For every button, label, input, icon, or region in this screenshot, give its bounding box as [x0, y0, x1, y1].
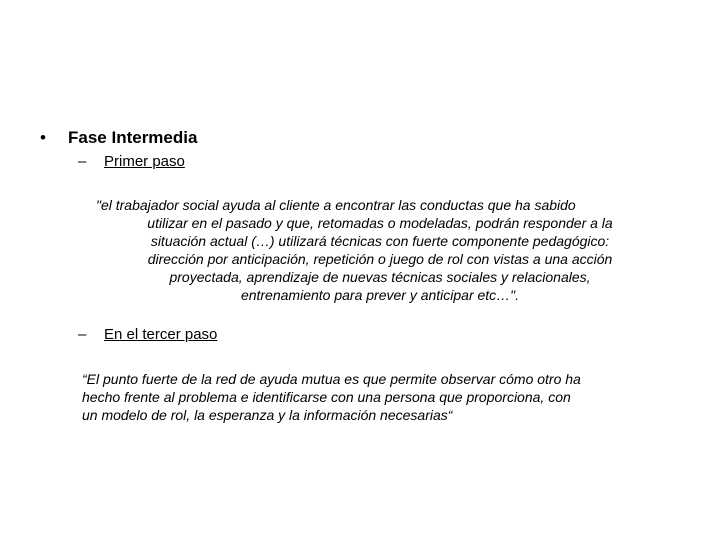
- quote-line: “El punto fuerte de la red de ayuda mutua es que permite observar cómo otro ha: [82, 371, 581, 387]
- dash-icon: –: [78, 153, 87, 170]
- dash-icon: –: [78, 326, 87, 343]
- quote-line: un modelo de rol, la esperanza y la información necesarias“: [82, 407, 453, 423]
- quote-line: proyectada, aprendizaje de nuevas técnicas sociales y relacionales,: [169, 269, 591, 285]
- quote-line: hecho frente al problema e identificarse con una persona que proporciona, con: [82, 389, 571, 405]
- sub-bullet-label: Primer paso: [104, 153, 185, 170]
- sub-bullet-third-step: [78, 326, 217, 343]
- quote-third-step: [82, 370, 682, 424]
- bullet-icon: •: [40, 128, 46, 147]
- quote-line: "el trabajador social ayuda al cliente a encontrar las conductas que ha sabido: [96, 197, 576, 213]
- bullet-heading: [40, 128, 197, 148]
- quote-line: dirección por anticipación, repetición o juego de rol con vistas a una acción: [147, 251, 613, 267]
- quote-line: situación actual (…) utilizará técnicas con fuerte componente pedagógico:: [150, 233, 610, 249]
- heading-text: Fase Intermedia: [68, 128, 198, 147]
- sub-bullet-first-step: [78, 153, 185, 170]
- sub-bullet-label: En el tercer paso: [104, 326, 218, 343]
- quote-first-step: [94, 196, 666, 304]
- quote-line: utilizar en el pasado y que, retomadas o modeladas, podrán responder a la: [147, 215, 613, 231]
- quote-line: entrenamiento para prever y anticipar etc…".: [240, 287, 520, 303]
